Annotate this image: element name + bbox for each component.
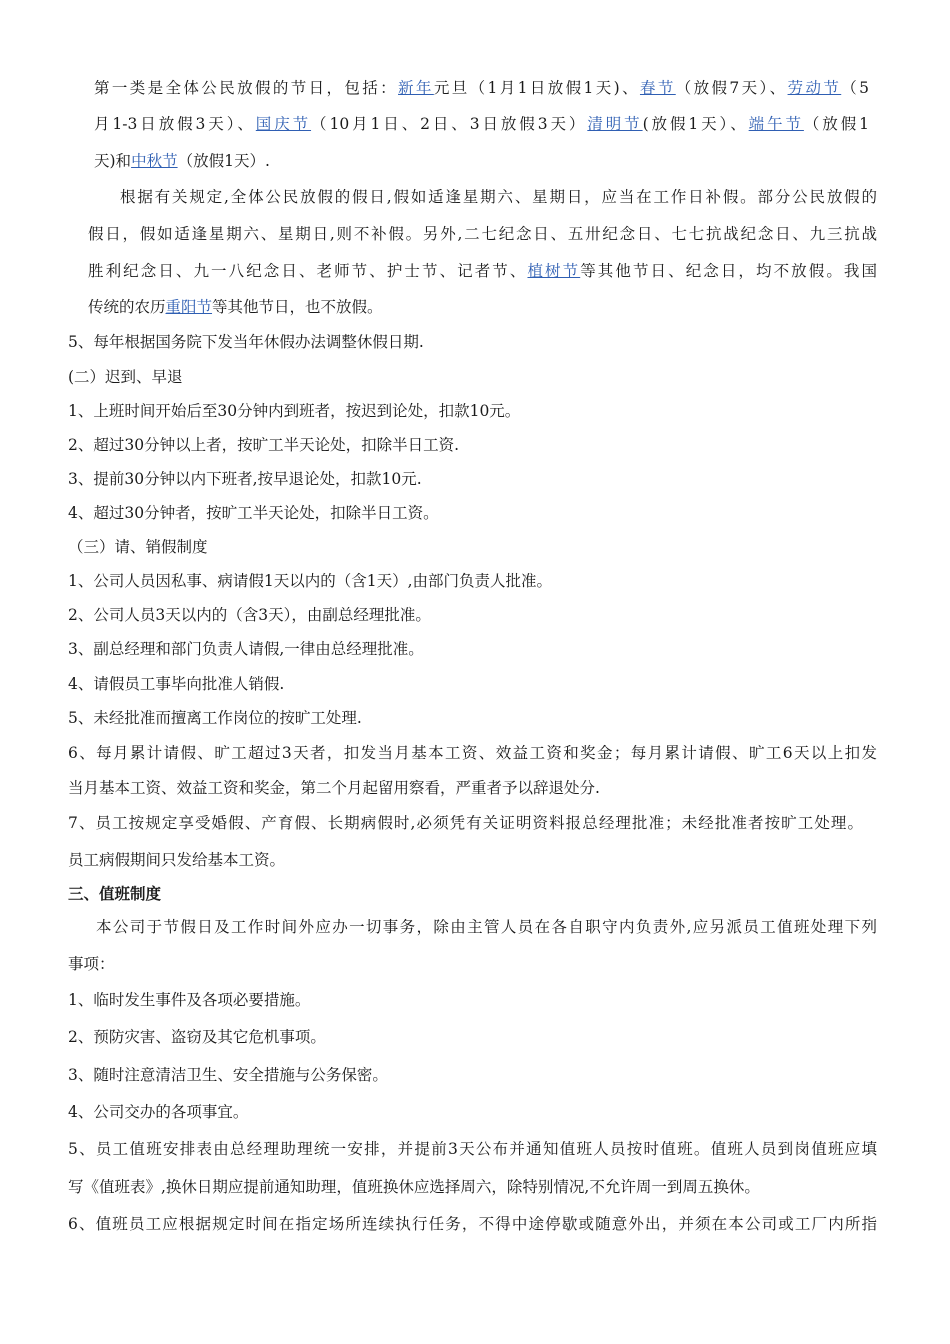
link-qingmingjie[interactable]: 清明节 (587, 115, 643, 133)
section-leave-title: （三）请、销假制度 (68, 538, 208, 556)
leave-item-5: 5、未经批准而擅离工作岗位的按旷工处理. (68, 709, 362, 727)
rule-para-line-3: 胜利纪念日、九一八纪念日、老师节、护士节、记者节、植树节等其他节日、纪念日，均不放假。我国 (88, 262, 877, 280)
late-item-2: 2、超过30分钟以上者，按旷工半天论处，扣除半日工资. (68, 436, 460, 454)
leave-item-6-line-1: 6、每月累计请假、旷工超过3天者，扣发当月基本工资、效益工资和奖金；每月累计请假、旷工6天以上扣发 (68, 744, 877, 762)
duty-section-heading: 三、值班制度 (68, 885, 162, 903)
link-zhongqiujie[interactable]: 中秋节 (131, 152, 178, 170)
duty-item-5-line-1: 5、员工值班安排表由总经理助理统一安排，并提前3天公布并通知值班人员按时值班。值班人员到岗值班应填 (68, 1140, 877, 1158)
duty-item-2: 2、预防灾害、盗窃及其它危机事项。 (68, 1028, 326, 1046)
holiday-para-line-1: 第一类是全体公民放假的节日，包括：新年元旦（1月1日放假1天)、春节（放假7天）、劳动节（5 (94, 79, 869, 97)
duty-item-4: 4、公司交办的各项事宜。 (68, 1103, 249, 1121)
link-zhishujie[interactable]: 植树节 (527, 262, 581, 280)
late-item-4: 4、超过30分钟者，按旷工半天论处，扣除半日工资。 (68, 504, 439, 522)
leave-item-7-line-1: 7、员工按规定享受婚假、产育假、长期病假时,必须凭有关证明资料报总经理批准；未经批准者按旷工处理。 (68, 814, 863, 832)
duty-item-3: 3、随时注意清洁卫生、安全措施与公务保密。 (68, 1066, 388, 1084)
duty-item-1: 1、临时发生事件及各项必要措施。 (68, 991, 311, 1009)
leave-item-4: 4、请假员工事毕向批准人销假. (68, 675, 285, 693)
duty-item-5-line-2: 写《值班表》,换休日期应提前通知助理，值班换休应选择周六，除特别情况,不允许周一到周五换休。 (68, 1178, 760, 1196)
link-duanwujie[interactable]: 端午节 (748, 115, 804, 133)
leave-item-3: 3、副总经理和部门负责人请假,一律由总经理批准。 (68, 640, 424, 658)
rule-para-line-2: 假日，假如适逢星期六、星期日,则不补假。另外,二七纪念日、五卅纪念日、七七抗战纪念日、九三抗战 (88, 225, 877, 243)
link-xinnian[interactable]: 新年 (398, 79, 434, 97)
section-late-early-title: (二）迟到、早退 (68, 368, 183, 386)
leave-item-6-line-2: 当月基本工资、效益工资和奖金，第二个月起留用察看，严重者予以辞退处分. (68, 779, 600, 797)
duty-intro-line-2: 事项： (68, 955, 115, 973)
leave-item-2: 2、公司人员3天以内的（含3天），由副总经理批准。 (68, 606, 431, 624)
holiday-para-line-3: 天)和中秋节（放假1天）. (94, 152, 270, 170)
late-item-1: 1、上班时间开始后至30分钟内到班者，按迟到论处，扣款10元。 (68, 402, 521, 420)
link-laodongjie[interactable]: 劳动节 (787, 79, 842, 97)
link-chunjie[interactable]: 春节 (639, 79, 676, 97)
rule-para-line-1: 根据有关规定,全体公民放假的假日,假如适逢星期六、星期日，应当在工作日补假。部分公民放假的 (120, 188, 877, 206)
late-item-3: 3、提前30分钟以内下班者,按早退论处，扣款10元. (68, 470, 422, 488)
holiday-para-line-2: 月1-3日放假3天）、国庆节（10月1日、2日、3日放假3天）清明节(放假1天）、端午节（放假1 (94, 115, 869, 133)
rule-para-line-4: 传统的农历重阳节等其他节日，也不放假。 (88, 298, 383, 316)
item-5-adjust: 5、每年根据国务院下发当年休假办法调整休假日期. (68, 333, 424, 351)
duty-item-6-line-1: 6、值班员工应根据规定时间在指定场所连续执行任务，不得中途停歇或随意外出，并须在本公司或工厂内所指 (68, 1215, 877, 1233)
leave-item-1: 1、公司人员因私事、病请假1天以内的（含1天）,由部门负责人批准。 (68, 572, 553, 590)
leave-item-7-line-2: 员工病假期间只发给基本工资。 (68, 851, 286, 869)
link-chongyangjie[interactable]: 重阳节 (165, 298, 213, 316)
link-guoqingjie[interactable]: 国庆节 (255, 115, 312, 133)
duty-intro-line-1: 本公司于节假日及工作时间外应办一切事务，除由主管人员在各自职守内负责外,应另派员工值班处理下列 (96, 918, 877, 936)
